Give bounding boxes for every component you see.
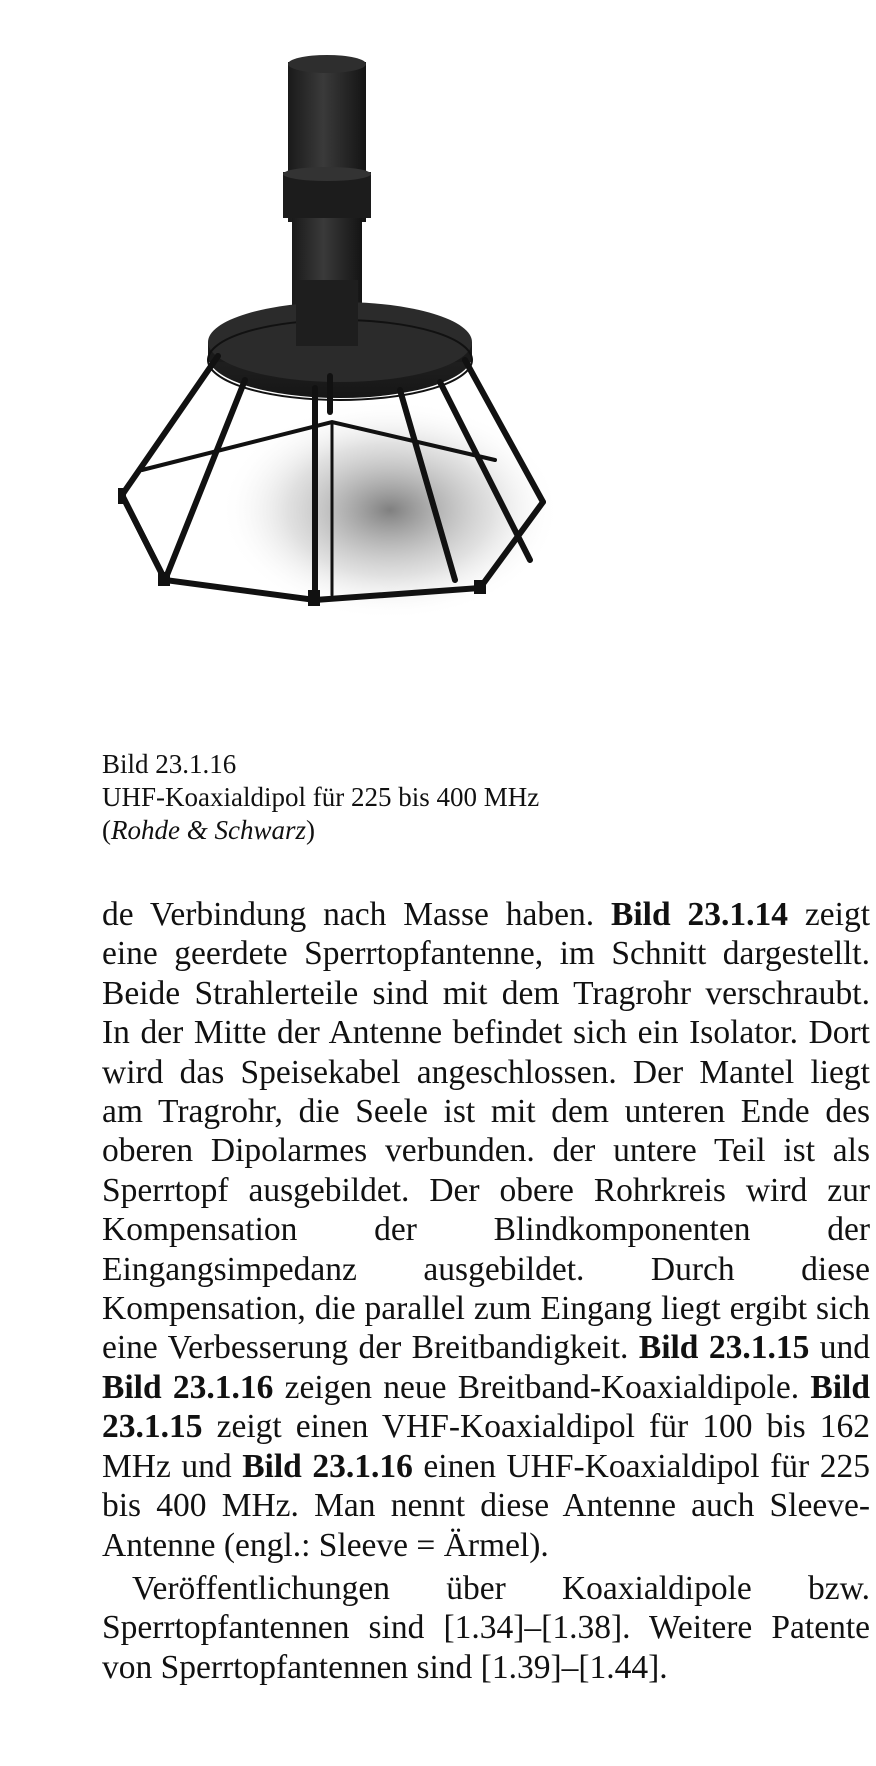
body-text bbox=[102, 895, 870, 1687]
figure-number: Bild 23.1.16 bbox=[102, 749, 237, 779]
figure-ref: Bild 23.1.15 bbox=[638, 1329, 810, 1367]
figure-ref: Bild 23.1.14 bbox=[611, 896, 788, 933]
antenna-photo bbox=[100, 40, 660, 730]
paragraph-2: Veröffentlichungen über Koaxialdipole bzw. Sperrtopfantennen sind [1.34]–[1.38]. Weitere Patente von Sperrtopfantennen sind [1.39]–[1.44]. bbox=[102, 1569, 870, 1686]
paragraph-1: de Verbindung nach Masse haben. Bild 23.1.14 zeigt eine geerdete Sperrtopfantenne, im Schnitt dargestellt. Beide Strahlerteile sind mit dem Tragrohr verschraubt. In der Mitte der Antenne befindet sich ein Isolator. Dort wird das Speisekabel angeschlossen. Der Mantel liegt am Tragrohr, die Seele ist mit dem unteren Ende des oberen Dipolarmes verbunden. der untere Teil ist als Sperrtopf ausgebildet. Der obere Rohrkreis wird zur Kompensation der Blindkomponenten der Eingangsimpedanz ausgebildet. Durch diese Kompensation, die parallel zum Eingang liegt ergibt sich eine Verbesserung der Breitbandigkeit. Bild 23.1.15 und Bild 23.1.16 zeigen neue Breitband-Koaxialdipole. Bild 23.1.15 zeigt einen VHF-Koaxialdipol für 100 bis 162 MHz und Bild 23.1.16 einen UHF-Koaxialdipol für 225 bis 400 MHz. Man nennt diese Antenne auch Sleeve-Antenne (engl.: Sleeve = Ärmel). bbox=[102, 896, 870, 1564]
figure-caption bbox=[102, 748, 539, 847]
figure-ref: Bild 23.1.16 bbox=[102, 1368, 274, 1406]
figure-credit: (Rohde & Schwarz) bbox=[102, 815, 315, 845]
figure-title: UHF-Koaxialdipol für 225 bis 400 MHz bbox=[102, 782, 540, 812]
figure-ref: Bild 23.1.15 bbox=[102, 1368, 870, 1446]
figure-ref: Bild 23.1.16 bbox=[242, 1447, 413, 1485]
